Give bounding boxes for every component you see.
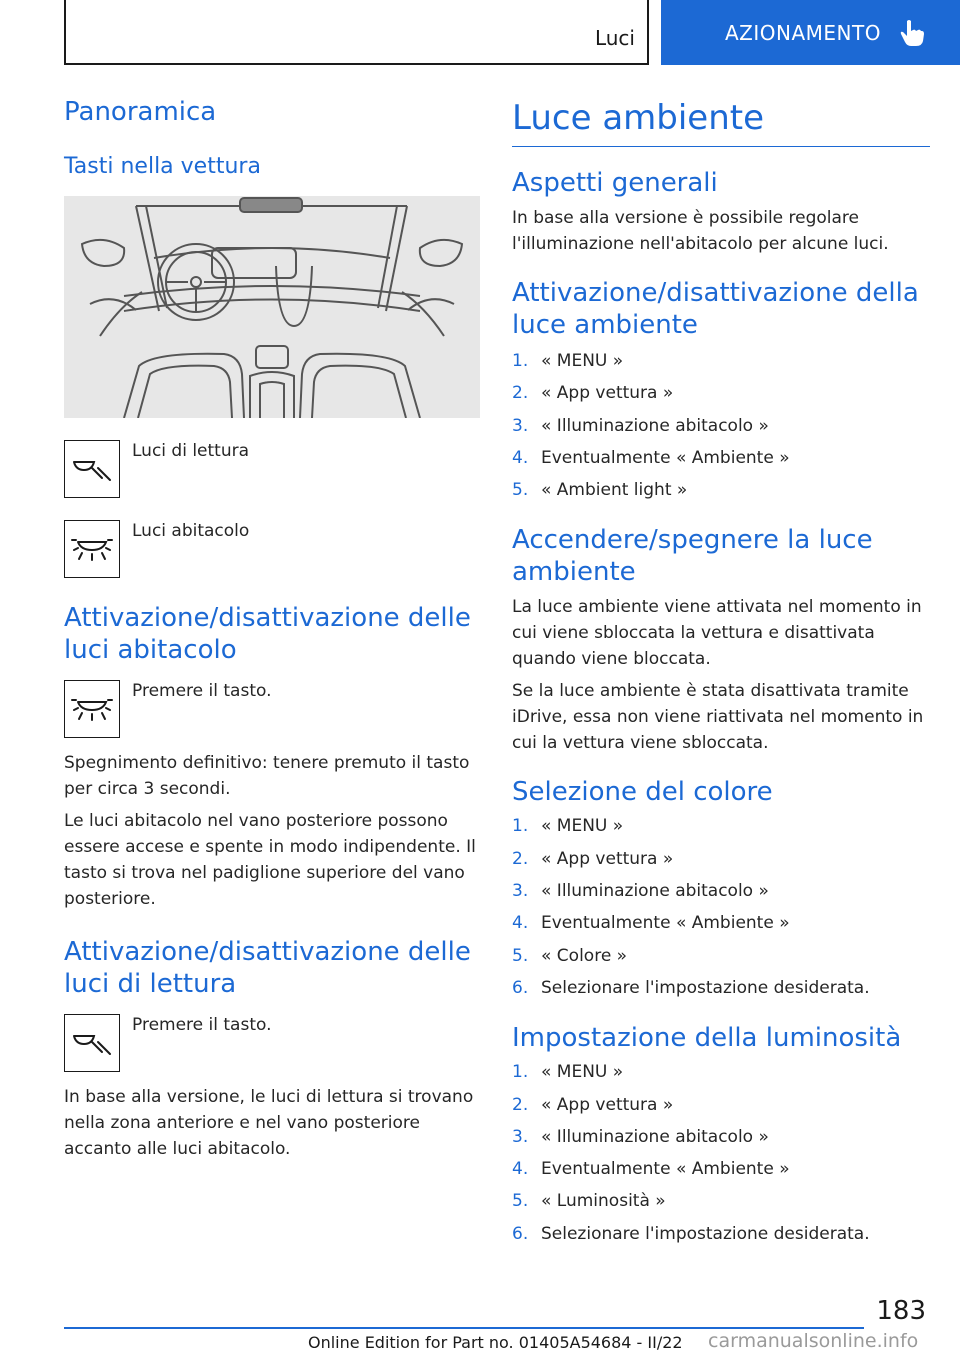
list-item: 1. « MENU » — [512, 1062, 624, 1083]
reading-light-button-row — [64, 440, 480, 498]
section-label: Luci — [594, 26, 635, 50]
reading-light-label: Luci di lettura — [132, 441, 250, 461]
onoff-heading: Accendere/spegnere la luce ambiente — [512, 525, 873, 588]
list-item: 5. « Ambient light » — [512, 480, 688, 501]
car-interior-dashboard-icon — [64, 196, 480, 418]
interior-light-label: Luci abitacolo — [132, 521, 250, 541]
header-section-box — [64, 0, 649, 65]
left-column — [64, 96, 480, 1162]
list-item: 6. Selezionare l'impostazione desiderata. — [512, 1223, 870, 1244]
color-heading: Selezione del colore — [512, 777, 773, 808]
general-text: In base alla versione è possibile regolare l'illuminazione nell'abitacolo per alcune luci. — [512, 208, 889, 254]
list-item: 2. « App vettura » — [512, 1094, 674, 1115]
footer-watermark: carmanualsonline.info — [708, 1330, 919, 1352]
reading-light-icon — [64, 1014, 120, 1072]
list-item: 4. Eventualmente « Ambiente » — [512, 1159, 790, 1180]
footer-edition: Online Edition for Part no. 01405A54684 - II/22 — [308, 1333, 683, 1352]
list-item: 1. « MENU » — [512, 816, 624, 837]
list-item: 5. « Colore » — [512, 945, 628, 966]
list-item: 2. « App vettura » — [512, 848, 674, 869]
list-item: 1. « MENU » — [512, 351, 624, 371]
reading-light-icon — [64, 440, 120, 498]
list-item: 6. Selezionare l'impostazione desiderata. — [512, 977, 870, 998]
interior-lights-heading: Attivazione/disattivazione delle luci abitacolo — [64, 603, 471, 665]
reading-lights-instruction: Premere il tasto. — [132, 1015, 272, 1035]
ambient-light-title: Luce ambiente — [512, 98, 765, 138]
interior-lights-p1: Spegnimento definitivo: tenere premuto il tasto per circa 3 secondi. — [64, 753, 470, 799]
interior-light-icon — [64, 680, 120, 738]
hand-pointer-icon — [899, 19, 925, 47]
list-item: 5. « Luminosità » — [512, 1191, 666, 1212]
list-item: 3. « Illuminazione abitacolo » — [512, 881, 769, 902]
overview-title: Panoramica — [64, 97, 217, 127]
chapter-tab — [661, 0, 960, 65]
activation-heading: Attivazione/disattivazione della luce ambiente — [512, 278, 919, 340]
interior-lights-p2: Le luci abitacolo nel vano posteriore possono essere accese e spente in modo indipendente. Il tasto si trova nel padiglione superiore del vano posteriore. — [64, 811, 476, 909]
list-item: 2. « App vettura » — [512, 383, 674, 404]
buttons-subtitle: Tasti nella vettura — [64, 154, 261, 179]
color-steps — [512, 810, 930, 1004]
right-column — [512, 96, 930, 1250]
interior-light-icon — [64, 520, 120, 578]
brightness-steps — [512, 1056, 930, 1250]
onoff-p1: La luce ambiente viene attivata nel momento in cui viene sbloccata la vettura e disattivata quando viene bloccata. — [512, 597, 922, 670]
activation-steps — [512, 345, 930, 506]
onoff-p2: Se la luce ambiente è stata disattivata tramite iDrive, essa non viene riattivata nel momento in cui la vettura viene sbloccata. — [512, 681, 924, 754]
interior-light-button-row — [64, 520, 480, 578]
list-item: 4. Eventualmente « Ambiente » — [512, 913, 790, 934]
interior-lights-instruction-row — [64, 680, 480, 738]
brightness-heading: Impostazione della luminosità — [512, 1023, 902, 1054]
list-item: 3. « Illuminazione abitacolo » — [512, 415, 769, 436]
footer-divider — [64, 1327, 864, 1329]
chapter-tab-label: AZIONAMENTO — [725, 20, 881, 45]
list-item: 4. Eventualmente « Ambiente » — [512, 447, 790, 468]
title-divider — [512, 146, 930, 147]
list-item: 3. « Illuminazione abitacolo » — [512, 1126, 769, 1147]
page-number: 183 — [876, 1296, 926, 1326]
reading-lights-instruction-row — [64, 1014, 480, 1072]
reading-lights-heading: Attivazione/disattivazione delle luci di lettura — [64, 937, 471, 999]
reading-lights-p1: In base alla versione, le luci di lettura si trovano nella zona anteriore e nel vano posteriore accanto alle luci abitacolo. — [64, 1087, 474, 1159]
interior-lights-instruction: Premere il tasto. — [132, 681, 272, 701]
general-heading: Aspetti generali — [512, 168, 718, 198]
